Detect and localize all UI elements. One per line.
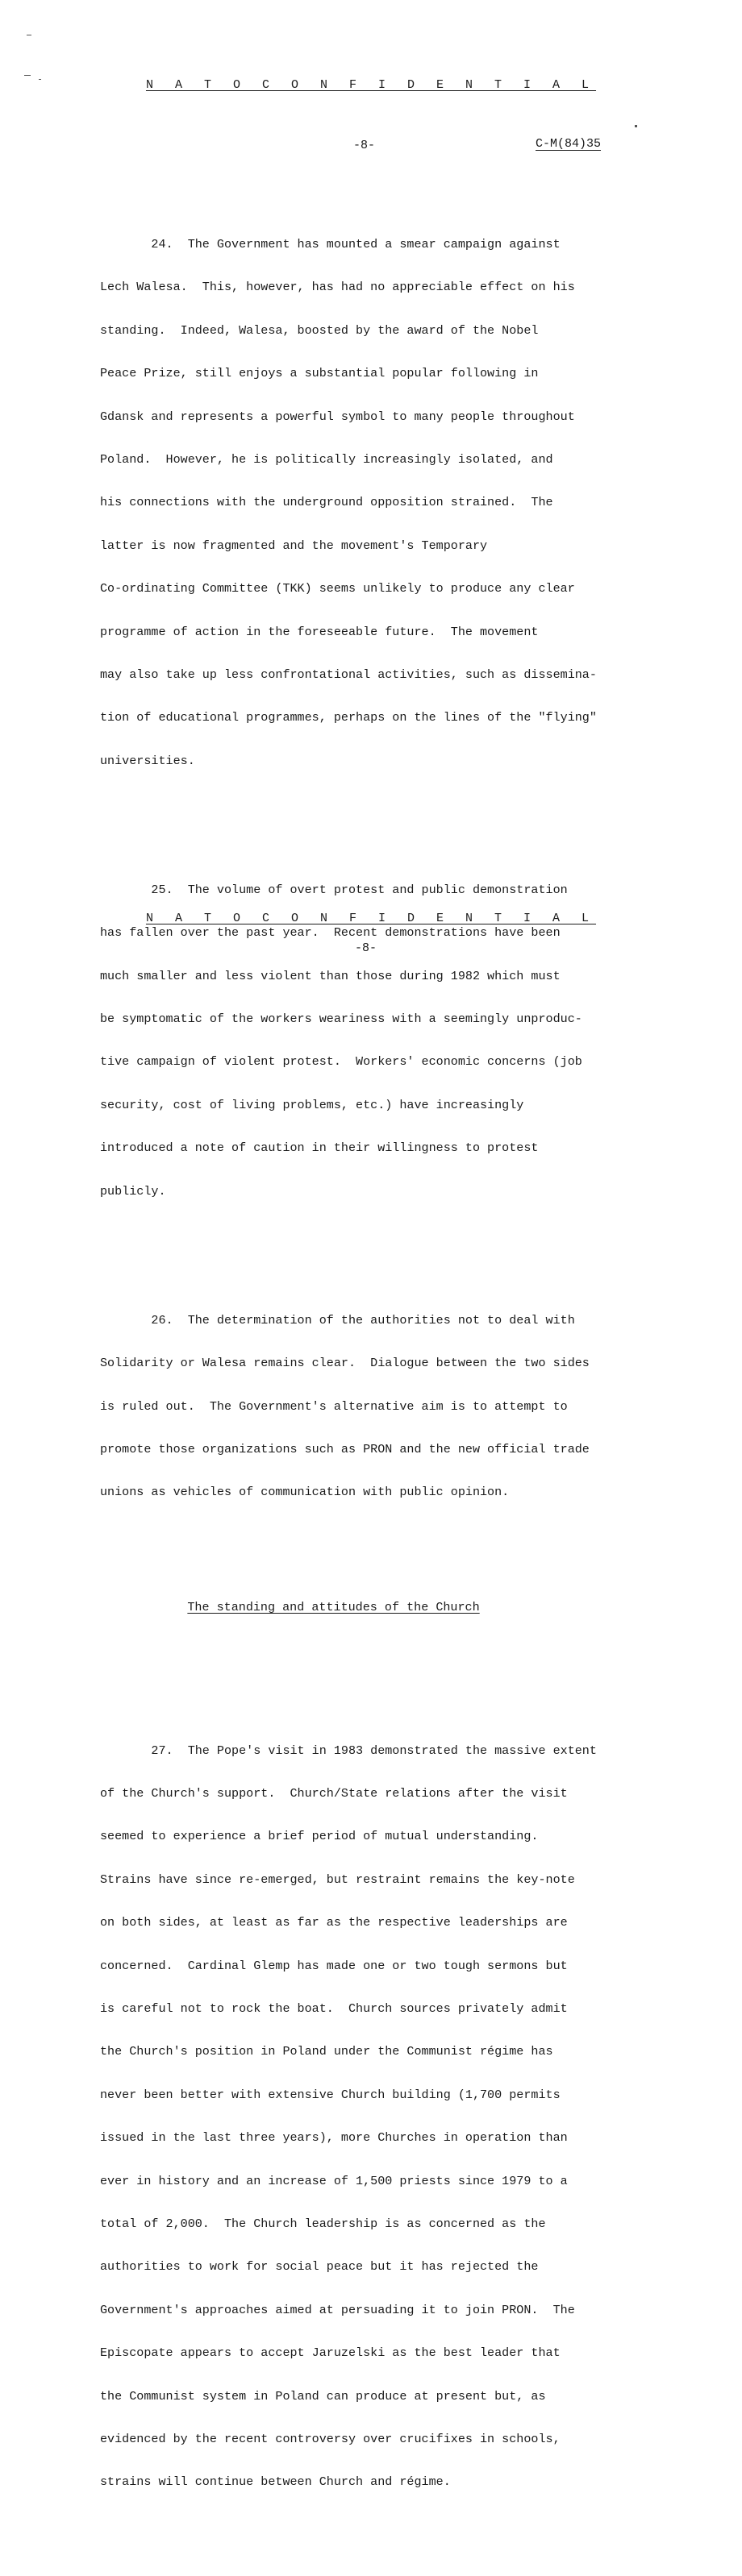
paragraph-26 [100, 1285, 681, 1529]
section-heading: The standing and attitudes of the Church [187, 1599, 480, 1614]
text-line: be symptomatic of the workers weariness with a seemingly unproduc- [100, 1012, 582, 1027]
text-line: tive campaign of violent protest. Workers' economic concerns (job [100, 1054, 582, 1070]
text-line: 27. The Pope's visit in 1983 demonstrated the massive extent [100, 1743, 597, 1758]
paragraph-24 [100, 209, 681, 797]
text-line: of the Church's support. Church/State relations after the visit [100, 1786, 568, 1801]
text-line: Episcopate appears to accept Jaruzelski as the best leader that [100, 2345, 561, 2361]
text-line: authorities to work for social peace but it has rejected the [100, 2259, 539, 2275]
scan-speck [635, 125, 637, 127]
text-line: may also take up less confrontational activities, such as dissemina- [100, 667, 597, 682]
text-line: seemed to experience a brief period of mutual understanding. [100, 1829, 539, 1844]
text-line: Solidarity or Walesa remains clear. Dialogue between the two sides [100, 1356, 590, 1371]
page-number-bottom: -8- [355, 941, 377, 955]
classification-footer [0, 912, 742, 926]
text-line: introduced a note of caution in their willingness to protest [100, 1141, 539, 1156]
text-line: the Church's position in Poland under the Communist régime has [100, 2044, 553, 2059]
text-line: Gdansk and represents a powerful symbol to many people throughout [100, 409, 575, 424]
scan-speck [24, 75, 31, 76]
text-line: his connections with the underground opposition strained. The [100, 495, 553, 510]
text-line: ever in history and an increase of 1,500 priests since 1979 to a [100, 2173, 568, 2188]
text-line: issued in the last three years), more Churches in operation than [100, 2130, 568, 2146]
document-reference: C-M(84)35 [536, 137, 602, 151]
text-line: 26. The determination of the authorities not to deal with [100, 1312, 575, 1327]
text-line: tion of educational programmes, perhaps on the lines of the "flying" [100, 710, 597, 725]
text-line: Lech Walesa. This, however, has had no appreciable effect on his [100, 280, 575, 295]
classification-header-text: N A T O C O N F I D E N T I A L [145, 78, 597, 92]
text-line: never been better with extensive Church building (1,700 permits [100, 2087, 561, 2102]
text-line: concerned. Cardinal Glemp has made one or two tough sermons but [100, 1958, 568, 1973]
text-line: Strains have since re-emerged, but restraint remains the key-note [100, 1872, 575, 1887]
text-line: total of 2,000. The Church leadership is as concerned as the [100, 2216, 546, 2231]
text-line: promote those organizations such as PRON and the new official trade [100, 1441, 590, 1456]
classification-footer-text: N A T O C O N F I D E N T I A L [145, 912, 597, 925]
text-line: much smaller and less violent than those during 1982 which must [100, 968, 561, 983]
text-line: is careful not to rock the boat. Church sources privately admit [100, 2001, 568, 2016]
text-line: standing. Indeed, Walesa, boosted by the award of the Nobel [100, 322, 539, 338]
text-line: universities. [100, 753, 195, 768]
text-line: unions as vehicles of communication with public opinion. [100, 1485, 510, 1500]
paragraph-25 [100, 854, 681, 1228]
text-line: Co-ordinating Committee (TKK) seems unlikely to produce any clear [100, 581, 575, 596]
paragraph-27 [100, 1715, 681, 2519]
text-line: evidenced by the recent controversy over crucifixes in schools, [100, 2431, 561, 2446]
classification-header [0, 78, 742, 93]
text-line: publicly. [100, 1183, 166, 1199]
text-line: has fallen over the past year. Recent demonstrations have been [100, 925, 561, 941]
text-line: the Communist system in Poland can produce at present but, as [100, 2388, 546, 2404]
text-line: Poland. However, he is politically increasingly isolated, and [100, 451, 553, 467]
text-line: on both sides, at least as far as the respective leaderships are [100, 1915, 568, 1930]
page-number-top: -8- [353, 139, 376, 152]
text-line: Peace Prize, still enjoys a substantial popular following in [100, 366, 539, 381]
text-line: latter is now fragmented and the movement's Temporary [100, 538, 488, 553]
text-line: security, cost of living problems, etc.) have increasingly [100, 1097, 524, 1112]
text-line: is ruled out. The Government's alternative aim is to attempt to [100, 1398, 568, 1414]
text-line: strains will continue between Church and régime. [100, 2474, 451, 2490]
text-line: 24. The Government has mounted a smear campaign against [100, 236, 561, 251]
document-body [100, 166, 681, 2576]
text-line: programme of action in the foreseeable future. The movement [100, 624, 539, 639]
text-line: Government's approaches aimed at persuading it to join PRON. The [100, 2302, 575, 2317]
text-line: 25. The volume of overt protest and public demonstration [100, 882, 568, 897]
